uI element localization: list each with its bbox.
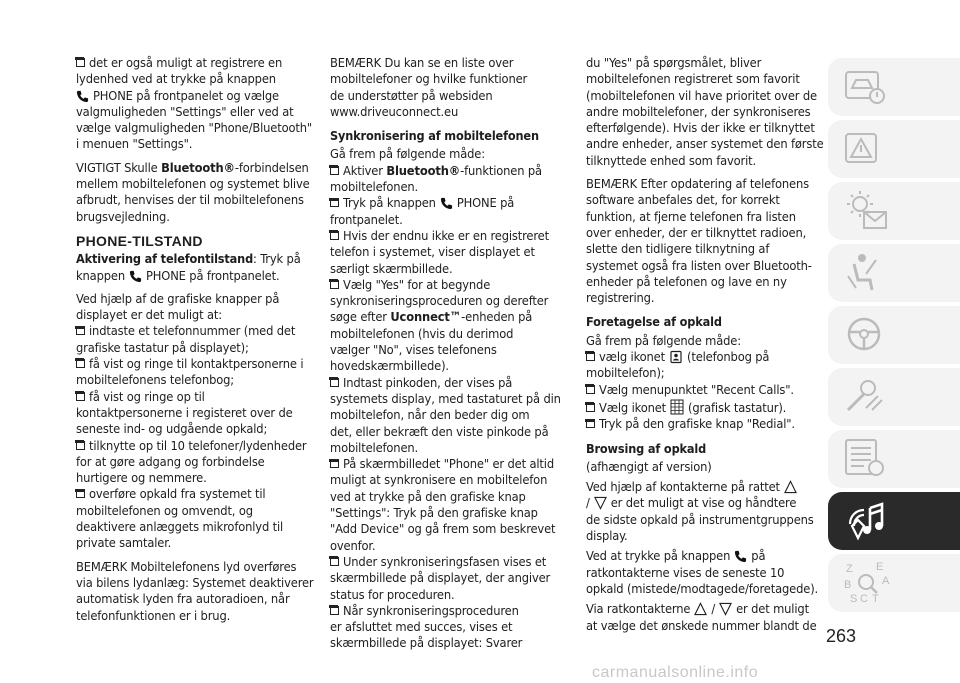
- text-span: Vælg ikonet: [599, 400, 667, 416]
- bullet-icon: [76, 58, 85, 67]
- watermark: carmanualsonline.info: [592, 664, 759, 681]
- text-line: ovenfor.: [330, 538, 376, 554]
- text-line: mobiltelefonen registreret som favorit: [586, 72, 800, 88]
- text-line: du "Yes" på spørgsmålet, bliver: [586, 56, 762, 71]
- text-line: de sidste opkald på instrumentgruppens: [586, 512, 814, 528]
- text-span: Når synkroniseringsproceduren: [343, 603, 519, 619]
- bold-span: Aktivering af telefontilstand: [76, 251, 254, 267]
- text-line: mobiltelefonen.: [330, 440, 419, 456]
- text-line: telefon i systemet, viser displayet et: [330, 245, 535, 261]
- column-2: [330, 56, 562, 653]
- text-line: Gå frem på følgende måde:: [586, 333, 741, 349]
- text-span: Aktiver: [343, 163, 387, 179]
- text-line: de understøtter på websiden: [330, 88, 493, 104]
- index-letter: B: [844, 579, 852, 591]
- bold-span: Bluetooth®: [386, 163, 461, 179]
- paragraph-recent-calls: [586, 549, 820, 598]
- paragraph-register-device: [76, 56, 313, 154]
- text-line: mellem mobiltelefonen og systemet blive: [76, 177, 310, 193]
- text-line: lydenhed ved at trykke på knappen: [76, 72, 276, 88]
- text-line: private samtaler.: [76, 536, 172, 552]
- text-span: -enheden på: [461, 310, 533, 326]
- warning-icon: [842, 126, 888, 170]
- text-line: "Settings": Tryk på den grafiske knap: [330, 506, 538, 522]
- tab-warning[interactable]: [828, 120, 960, 178]
- paragraph-make-call: [586, 334, 820, 434]
- text-span: indtaste et telefonnummer (med det: [89, 324, 296, 340]
- text-span: Vælg menupunktet "Recent Calls".: [599, 382, 794, 398]
- paragraph-note-website: [330, 56, 562, 121]
- text-line: i menuen "Settings".: [76, 137, 193, 153]
- text-line: status for proceduren.: [330, 587, 455, 603]
- keypad-icon: [670, 399, 684, 415]
- phonebook-icon: [669, 350, 683, 364]
- text-span: knappen: [76, 268, 125, 284]
- bullet-icon: [330, 198, 339, 207]
- steering-wheel-icon: [842, 312, 888, 356]
- text-span: få vist og ringe op til: [89, 389, 205, 405]
- bullet-icon: [76, 392, 85, 401]
- text-span: VIGTIGT Skulle: [76, 160, 162, 176]
- bullet-icon: [586, 419, 595, 428]
- index-letter: Z: [846, 563, 853, 575]
- tab-seat-safety[interactable]: [828, 244, 960, 302]
- tab-specs[interactable]: [828, 430, 960, 488]
- index-letter: T: [872, 593, 879, 605]
- text-span: PHONE på: [456, 196, 515, 212]
- text-line: er afsluttet med succes, vises et: [330, 620, 513, 636]
- bullet-icon: [330, 459, 339, 468]
- text-span: Hvis der endnu ikke er en registreret: [343, 228, 549, 244]
- index-letter: S: [850, 593, 858, 605]
- bullet-icon: [330, 557, 339, 566]
- section-heading: Synkronisering af mobiltelefonen: [330, 128, 539, 144]
- text-span: På skærmbilledet "Phone" er det altid: [343, 457, 554, 473]
- tab-tools[interactable]: [828, 368, 960, 426]
- tab-car[interactable]: [828, 58, 960, 116]
- text-line: displayet er det muligt at:: [76, 308, 222, 324]
- bullet-icon: [76, 359, 85, 368]
- text-span: få vist og ringe til kontaktpersonerne i: [89, 357, 304, 373]
- text-line: mobiltelefon, når den beder dig om: [330, 408, 530, 424]
- text-line: Gå frem på følgende måde:: [330, 147, 485, 163]
- text-line: slette den tidligere tilknytning af: [586, 242, 770, 258]
- text-span: PHONE på frontpanelet.: [145, 268, 280, 284]
- index-letter: A: [882, 575, 890, 587]
- text-line: andre mobiltelefoner, der synkroniseres: [586, 104, 811, 120]
- text-span: -forbindelsen: [234, 160, 309, 176]
- triangle-up-icon: [694, 602, 707, 616]
- text-line: Ved hjælp af de grafiske knapper på: [76, 291, 280, 307]
- text-line: muligt at synkronisere en mobiltelefon: [330, 473, 548, 489]
- text-line: www.driveuconnect.eu: [330, 104, 459, 120]
- bold-span: Bluetooth®: [161, 160, 235, 176]
- triangle-down-icon: [594, 496, 607, 510]
- seat-safety-icon: [842, 250, 888, 294]
- text-line: display.: [586, 529, 628, 545]
- paragraph-important: [76, 161, 308, 226]
- tab-steering[interactable]: [828, 306, 960, 364]
- text-line: via bilens lydanlæg: Systemet deaktiverer: [76, 575, 314, 591]
- paragraph-sync-steps: [330, 147, 562, 652]
- text-line: valgmuligheden "Settings" eller ved at: [76, 104, 294, 120]
- section-heading: Foretagelse af opkald: [586, 314, 722, 330]
- text-line: mobiltelefon);: [586, 366, 665, 382]
- text-line: systemet også fra listen over Bluetooth-: [586, 258, 812, 274]
- text-line: enheder på telefonen og lave en ny: [586, 274, 787, 290]
- text-span: /: [711, 602, 716, 618]
- tab-multimedia[interactable]: [828, 492, 960, 550]
- text-line: mobiltelefonen.: [330, 180, 419, 196]
- text-span: overføre opkald fra systemet til: [89, 487, 266, 503]
- text-line: BEMÆRK Du kan se en liste over: [330, 56, 514, 71]
- text-span: Ved at trykke på knappen: [586, 549, 731, 565]
- paragraph-note-update: [586, 177, 820, 307]
- text-line: tilknyttede enhed som favorit.: [586, 153, 757, 169]
- text-line: det er også muligt at registrere en: [89, 56, 283, 71]
- triangle-down-icon: [719, 602, 732, 616]
- lights-icon: [842, 188, 890, 236]
- text-line: hurtigere og nemmere.: [76, 471, 207, 487]
- text-span: er det muligt at vise og håndtere: [610, 496, 797, 512]
- bullet-icon: [76, 441, 85, 450]
- paragraph-select-number: [586, 602, 820, 635]
- text-line: skærmbillede på displayet, der angiver: [330, 571, 551, 587]
- text-line: opkald (mistede/modtagede/foretagede).: [586, 581, 819, 597]
- text-line: BEMÆRK Efter opdatering af telefonens: [586, 177, 809, 193]
- text-line: software anbefales det, for korrekt: [586, 193, 780, 209]
- text-line: mobiltelefoner og hvilke funktioner: [330, 72, 528, 88]
- text-span: Tryk på knappen: [343, 196, 436, 212]
- text-span: søge efter: [330, 310, 391, 326]
- text-line: PHONE på frontpanelet og vælge: [93, 88, 279, 104]
- text-line: automatisk lyden fra autoradioen, når: [76, 592, 290, 608]
- text-line: brugsvejledning.: [76, 209, 170, 225]
- text-line: ved at trykke på den grafiske knap: [330, 489, 526, 505]
- text-span: Ved hjælp af kontakterne på rattet: [586, 480, 780, 496]
- paragraph-graphic-buttons: [76, 292, 308, 553]
- bullet-icon: [330, 280, 339, 289]
- bullet-icon: [586, 403, 595, 412]
- text-line: andre enheder, anser systemet den første: [586, 137, 824, 153]
- specs-icon: [842, 436, 888, 480]
- phone-icon: [440, 197, 453, 210]
- text-span: tilknytte op til 10 telefoner/lydenheder: [89, 438, 307, 454]
- text-line: kontaktpersonerne i registeret over de: [76, 405, 293, 421]
- bullet-icon: [76, 326, 85, 335]
- bullet-icon: [586, 385, 595, 394]
- tab-lights[interactable]: [828, 182, 960, 240]
- text-line: hovedskærmbillede).: [330, 359, 449, 375]
- text-line: telefonfunktionen er i brug.: [76, 608, 231, 624]
- paragraph-activation: [76, 251, 308, 285]
- bullet-icon: [76, 489, 85, 498]
- text-line: særligt skærmbillede.: [330, 261, 453, 277]
- phone-icon: [129, 270, 142, 283]
- text-line: BEMÆRK Mobiltelefonens lyd overføres: [76, 559, 297, 575]
- text-line: "Add Device" og gå frem som beskrevet: [330, 522, 556, 538]
- text-line: ratkontakterne vises de seneste 10: [586, 565, 785, 581]
- bullet-icon: [330, 166, 339, 175]
- text-line: grafiske tastatur på displayet);: [76, 340, 249, 356]
- text-line: deaktivere anlæggets mikrofonlyd til: [76, 520, 284, 536]
- bold-span: Uconnect™: [390, 310, 462, 326]
- text-line: vælge valgmuligheden "Phone/Bluetooth": [76, 121, 313, 137]
- text-line: efterfølgende). Hvis der ikke er tilknyttet: [586, 121, 815, 137]
- text-span: Vælg "Yes" for at begynde: [343, 277, 491, 293]
- text-span: (grafisk tastatur).: [688, 400, 787, 416]
- text-line: det, eller bekræft den viste pinkode på: [330, 424, 549, 440]
- text-line: (mobiltelefonen vil have prioritet over de: [586, 88, 817, 104]
- paragraph-steering-controls: [586, 480, 820, 545]
- bullet-icon: [586, 352, 595, 361]
- text-span: Tryk på den grafiske knap "Redial".: [599, 417, 795, 433]
- index-letter: C: [860, 593, 868, 605]
- text-line: registrering.: [586, 291, 655, 307]
- section-heading: Browsing af opkald: [586, 440, 707, 456]
- section-heading: PHONE-TILSTAND: [76, 232, 203, 249]
- text-line: vælger "No", vises telefonens: [330, 343, 497, 359]
- page-number: 263: [826, 626, 857, 646]
- car-icon: [842, 64, 888, 108]
- text-line: frontpanelet.: [330, 212, 403, 228]
- triangle-up-icon: [784, 480, 797, 494]
- paragraph-favorite: [586, 56, 824, 170]
- text-line: mobiltelefonen og omvendt, og: [76, 503, 253, 519]
- phone-icon: [76, 90, 89, 103]
- text-line: skærmbillede på displayet: Svarer: [330, 636, 523, 652]
- text-line: seneste ind- og udgående opkald;: [76, 422, 268, 438]
- index-icon: [842, 560, 892, 606]
- text-span: (telefonbog på: [686, 350, 770, 366]
- text-line: funktion, at fjerne telefonen fra listen: [586, 209, 796, 225]
- text-line: synkroniseringsproceduren og derefter: [330, 294, 549, 310]
- text-line: mobiltelefonens telefonbog;: [76, 373, 235, 389]
- multimedia-icon: [842, 498, 890, 544]
- bullet-icon: [330, 378, 339, 387]
- index-letter: E: [876, 561, 884, 573]
- text-span: på: [751, 549, 766, 565]
- text-span: Indtast pinkoden, der vises på: [343, 375, 513, 391]
- text-span: -funktionen på: [460, 163, 542, 179]
- text-line: afbrudt, henvises der til mobiltelefonens: [76, 193, 304, 209]
- text-span: /: [586, 496, 590, 512]
- text-line: mobiltelefonen (hvis du derimod: [330, 326, 514, 342]
- text-span: er det muligt: [736, 602, 809, 618]
- column-3: [586, 56, 824, 642]
- text-span: vælg ikonet: [599, 350, 665, 366]
- text-line: for at gøre adgang og forbindelse: [76, 454, 265, 470]
- column-1: [76, 56, 314, 632]
- text-line: systemets display, med tastaturet på din: [330, 391, 561, 407]
- bullet-icon: [330, 606, 339, 615]
- paragraph-version: (afhængigt af version): [586, 459, 712, 475]
- bullet-icon: [330, 231, 339, 240]
- text-span: Under synkroniseringsfasen vises et: [343, 554, 547, 570]
- paragraph-note-audio: [76, 559, 314, 625]
- tab-index[interactable]: [828, 554, 960, 612]
- text-span: Via ratkontakterne: [586, 602, 691, 618]
- tools-icon: [842, 374, 888, 418]
- text-line: at vælge det ønskede nummer blandt de: [586, 618, 817, 634]
- phone-icon: [734, 550, 747, 563]
- text-line: over enheder, der er tilknyttet radioen,: [586, 225, 807, 241]
- text-span: : Tryk på: [253, 252, 301, 268]
